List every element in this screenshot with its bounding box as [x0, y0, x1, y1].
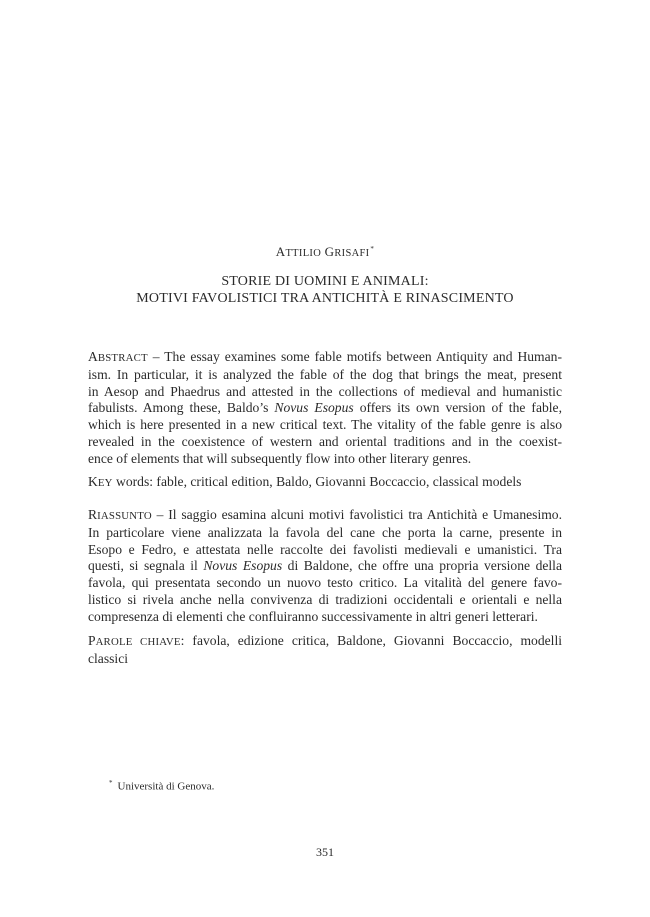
footnote-marker: * [109, 779, 113, 787]
abstract-line: in Aesop and Phaedrus and attested in the collections of medieval and humanistic [88, 383, 562, 399]
riassunto-line: compresenza di elementi che confluiranno successivamente in altri generi letterari. [88, 608, 538, 624]
riassunto-text: questi, si segnala il [88, 558, 204, 574]
author-first-rest: TTILIO [285, 248, 322, 259]
keywords-paragraph [88, 474, 562, 492]
riassunto-text: – Il saggio esamina alcuni motivi favolistici tra Antichità e Umanesimo. [151, 507, 562, 522]
riassunto-line: Esopo e Fedro, e attestata nelle raccolte dei favolisti medievali e umanistici. Tra [88, 541, 562, 557]
riassunto-line [88, 507, 562, 525]
keywords-line [88, 474, 562, 492]
riassunto-italic-title: Novus Esopus [203, 558, 283, 574]
abstract-text: – The essay examines some fable motifs between Antiquity and Human- [147, 349, 562, 364]
riassunto-line: In particolare viene analizzata la favola del cane che porta la carne, presente in [88, 524, 562, 540]
parole-label-initial: P [88, 633, 96, 648]
riassunto-line [88, 558, 562, 575]
abstract-line: revealed in the coexistence of western and oriental traditions and in the coexist- [88, 433, 562, 449]
abstract-line: ism. In particular, it is analyzed the fable of the dog that brings the meat, present [88, 366, 562, 382]
keywords-label-initial: K [88, 474, 98, 489]
keywords-label-rest: EY [97, 477, 113, 489]
article-title-line-1: STORIE DI UOMINI E ANIMALI: [221, 274, 429, 289]
parole-label-rest: AROLE CHIAVE [95, 636, 181, 648]
abstract-italic-title: Novus Esopus [274, 400, 354, 416]
author-last-rest: RISAFI [334, 248, 370, 259]
abstract-line [88, 400, 562, 417]
parole-line: classici [88, 650, 129, 666]
riassunto-label-rest: IASSUNTO [97, 510, 152, 522]
page-number: 351 [316, 845, 334, 859]
abstract-line [88, 349, 562, 367]
author-name [0, 244, 650, 260]
riassunto-text: di Baldone, che offre una propria versione della [282, 558, 562, 574]
riassunto-line: listico si rivela anche nella convivenza di tradizioni occidentali e orientali e nella [88, 591, 562, 607]
article-title-line-2: MOTIVI FAVOLISTICI TRA ANTICHITÀ E RINASCIMENTO [136, 291, 514, 306]
abstract-line: ence of elements that will subsequently flow into other literary genres. [88, 450, 472, 466]
author-footnote-marker: * [370, 244, 375, 253]
author-last-initial: G [324, 244, 335, 259]
parole-line [88, 633, 562, 651]
abstract-text: offers its own version of the fable, [353, 400, 562, 416]
article-title [0, 273, 650, 307]
parole-text: : favola, edizione critica, Baldone, Giovanni Boccaccio, modelli [180, 633, 562, 648]
keywords-text: words: fable, critical edition, Baldo, Giovanni Boccaccio, classical models [112, 474, 522, 489]
riassunto-paragraph [88, 507, 562, 626]
footnote [109, 779, 214, 793]
riassunto-label-initial: R [88, 507, 98, 522]
riassunto-line: favola, qui presentata secondo un nuovo testo critico. La vitalità del genere favo- [88, 575, 562, 591]
author-first-initial: A [275, 244, 286, 259]
parole-chiave-paragraph [88, 633, 562, 668]
abstract-line: which is here presented in a new critical text. The vitality of the fable genre is also [88, 417, 562, 433]
footnote-text: Università di Genova. [117, 780, 215, 793]
abstract-paragraph [88, 349, 562, 468]
abstract-label-rest: BSTRACT [97, 352, 148, 364]
abstract-text: fabulists. Among these, Baldo’s [88, 400, 275, 416]
abstract-label-initial: A [88, 349, 98, 364]
